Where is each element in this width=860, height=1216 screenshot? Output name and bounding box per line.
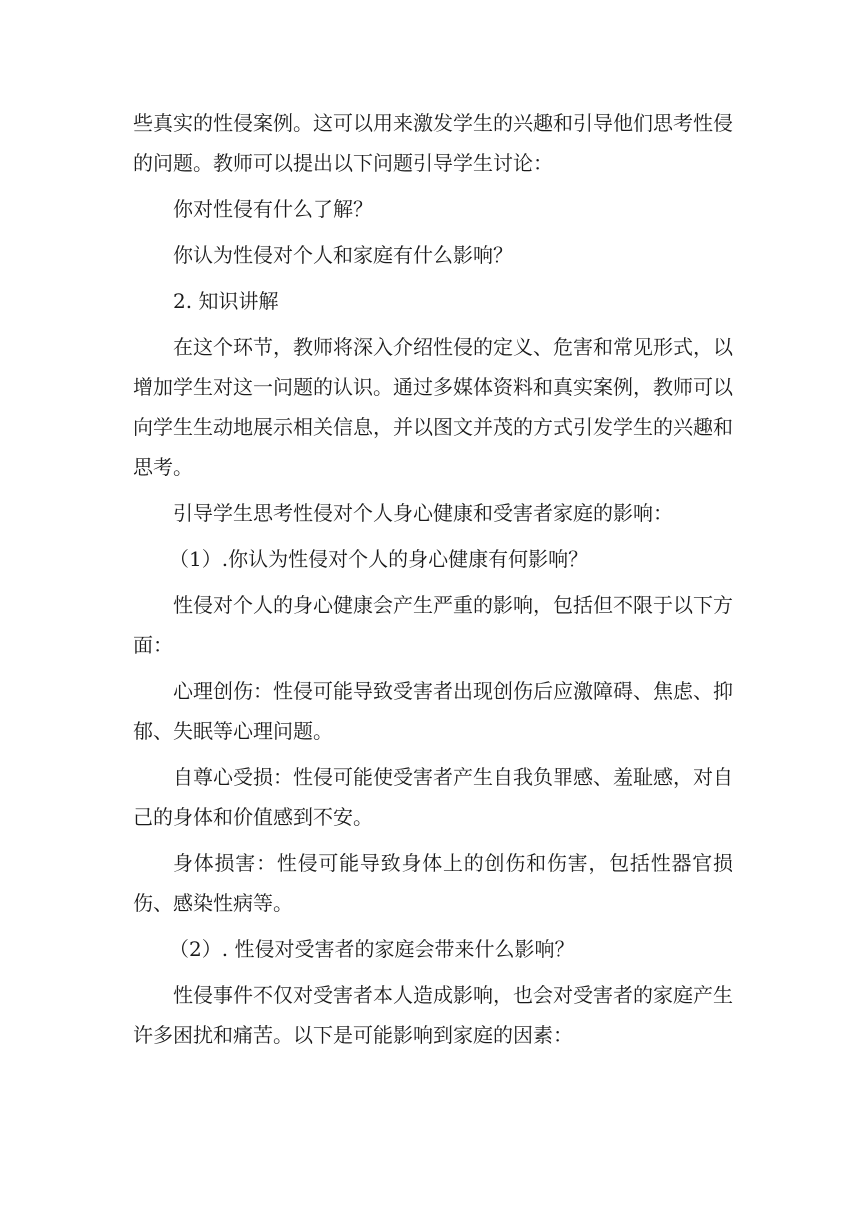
question-item-2: 你认为性侵对个人和家庭有什么影响？ — [173, 243, 513, 267]
paragraph-knowledge-explanation: 在这个环节，教师将深入介绍性侵的定义、危害和常见形式，以增加学生对这一问题的认识。通过多媒体资料和真实案例，教师可以向学生生动地展示相关信息，并以图文并茂的方式引发学生的兴趣和思考。 — [133, 335, 733, 479]
paragraph-physical-harm: 身体损害：性侵可能导致身体上的创伤和伤害，包括性器官损伤、感染性病等。 — [133, 851, 733, 915]
paragraph-family-impact: 性侵事件不仅对受害者本人造成影响，也会对受害者的家庭产生许多困扰和痛苦。以下是可能影响到家庭的因素： — [133, 983, 733, 1047]
paragraph-health-impact: 性侵对个人的身心健康会产生严重的影响，包括但不限于以下方面： — [133, 593, 733, 657]
paragraph-psychological-trauma: 心理创伤：性侵可能导致受害者出现创伤后应激障碍、焦虑、抑郁、失眠等心理问题。 — [133, 679, 733, 743]
paragraph-self-esteem: 自尊心受损：性侵可能使受害者产生自我负罪感、羞耻感，对自己的身体和价值感到不安。 — [133, 765, 733, 829]
subquestion-1: （1）.你认为性侵对个人的身心健康有何影响？ — [169, 547, 589, 571]
document-page — [133, 103, 733, 1061]
section-heading-knowledge: 2. 知识讲解 — [173, 289, 279, 313]
question-item-1: 你对性侵有什么了解？ — [173, 197, 373, 221]
paragraph-intro-continued: 些真实的性侵案例。这可以用来激发学生的兴趣和引导他们思考性侵的问题。教师可以提出以下问题引导学生讨论： — [133, 111, 733, 175]
subquestion-2: （2）. 性侵对受害者的家庭会带来什么影响？ — [169, 937, 575, 961]
paragraph-guide-thinking: 引导学生思考性侵对个人身心健康和受害者家庭的影响： — [173, 501, 673, 525]
